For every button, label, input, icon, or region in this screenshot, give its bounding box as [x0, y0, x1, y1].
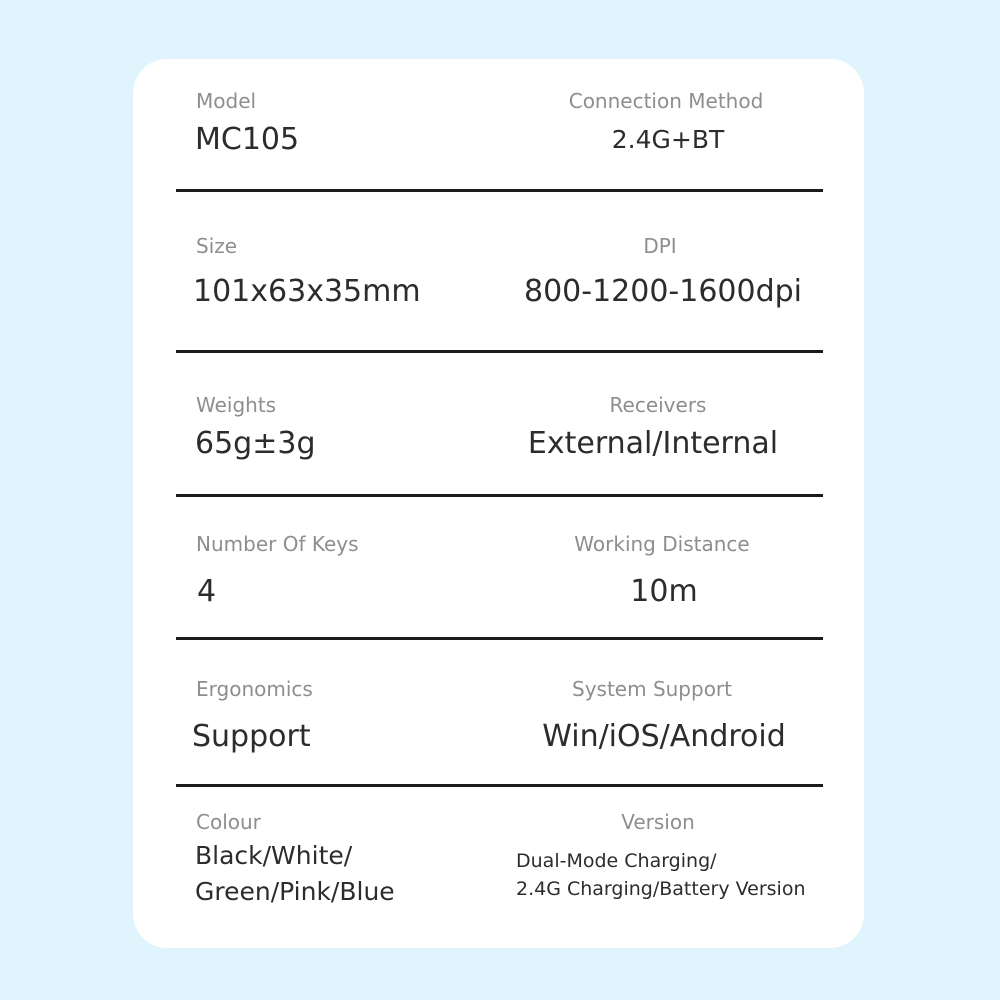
row-divider	[176, 189, 823, 192]
system-support-value: Win/iOS/Android	[542, 719, 786, 754]
size-label: Size	[196, 234, 238, 258]
dpi-value: 800-1200-1600dpi	[523, 274, 803, 309]
row-divider	[176, 784, 823, 787]
row-divider	[176, 350, 823, 353]
version-label: Version	[621, 810, 695, 834]
ergonomics-value: Support	[192, 719, 311, 754]
colour-value-line-1: Black/White/	[195, 841, 353, 870]
colour-value-line-2: Green/Pink/Blue	[195, 877, 395, 906]
receivers-label: Receivers	[609, 393, 707, 417]
connection-method-label: Connection Method	[568, 89, 764, 113]
ergonomics-label: Ergonomics	[196, 677, 313, 701]
connection-method-value: 2.4G+BT	[611, 125, 725, 154]
version-value-line-2: 2.4G Charging/Battery Version	[516, 878, 806, 900]
row-divider	[176, 637, 823, 640]
version-value-line-1: Dual-Mode Charging/	[516, 850, 717, 872]
dpi-label: DPI	[643, 234, 677, 258]
working-distance-value: 10m	[630, 574, 698, 609]
row-divider	[176, 494, 823, 497]
model-value: MC105	[195, 122, 300, 157]
system-support-label: System Support	[572, 677, 732, 701]
colour-label: Colour	[196, 810, 261, 834]
number-of-keys-label: Number Of Keys	[196, 532, 359, 556]
weights-value: 65g±3g	[195, 426, 316, 461]
weights-label: Weights	[196, 393, 277, 417]
receivers-value: External/Internal	[527, 426, 779, 461]
model-label: Model	[196, 89, 257, 113]
number-of-keys-value: 4	[197, 574, 217, 609]
working-distance-label: Working Distance	[574, 532, 750, 556]
size-value: 101x63x35mm	[193, 274, 421, 309]
